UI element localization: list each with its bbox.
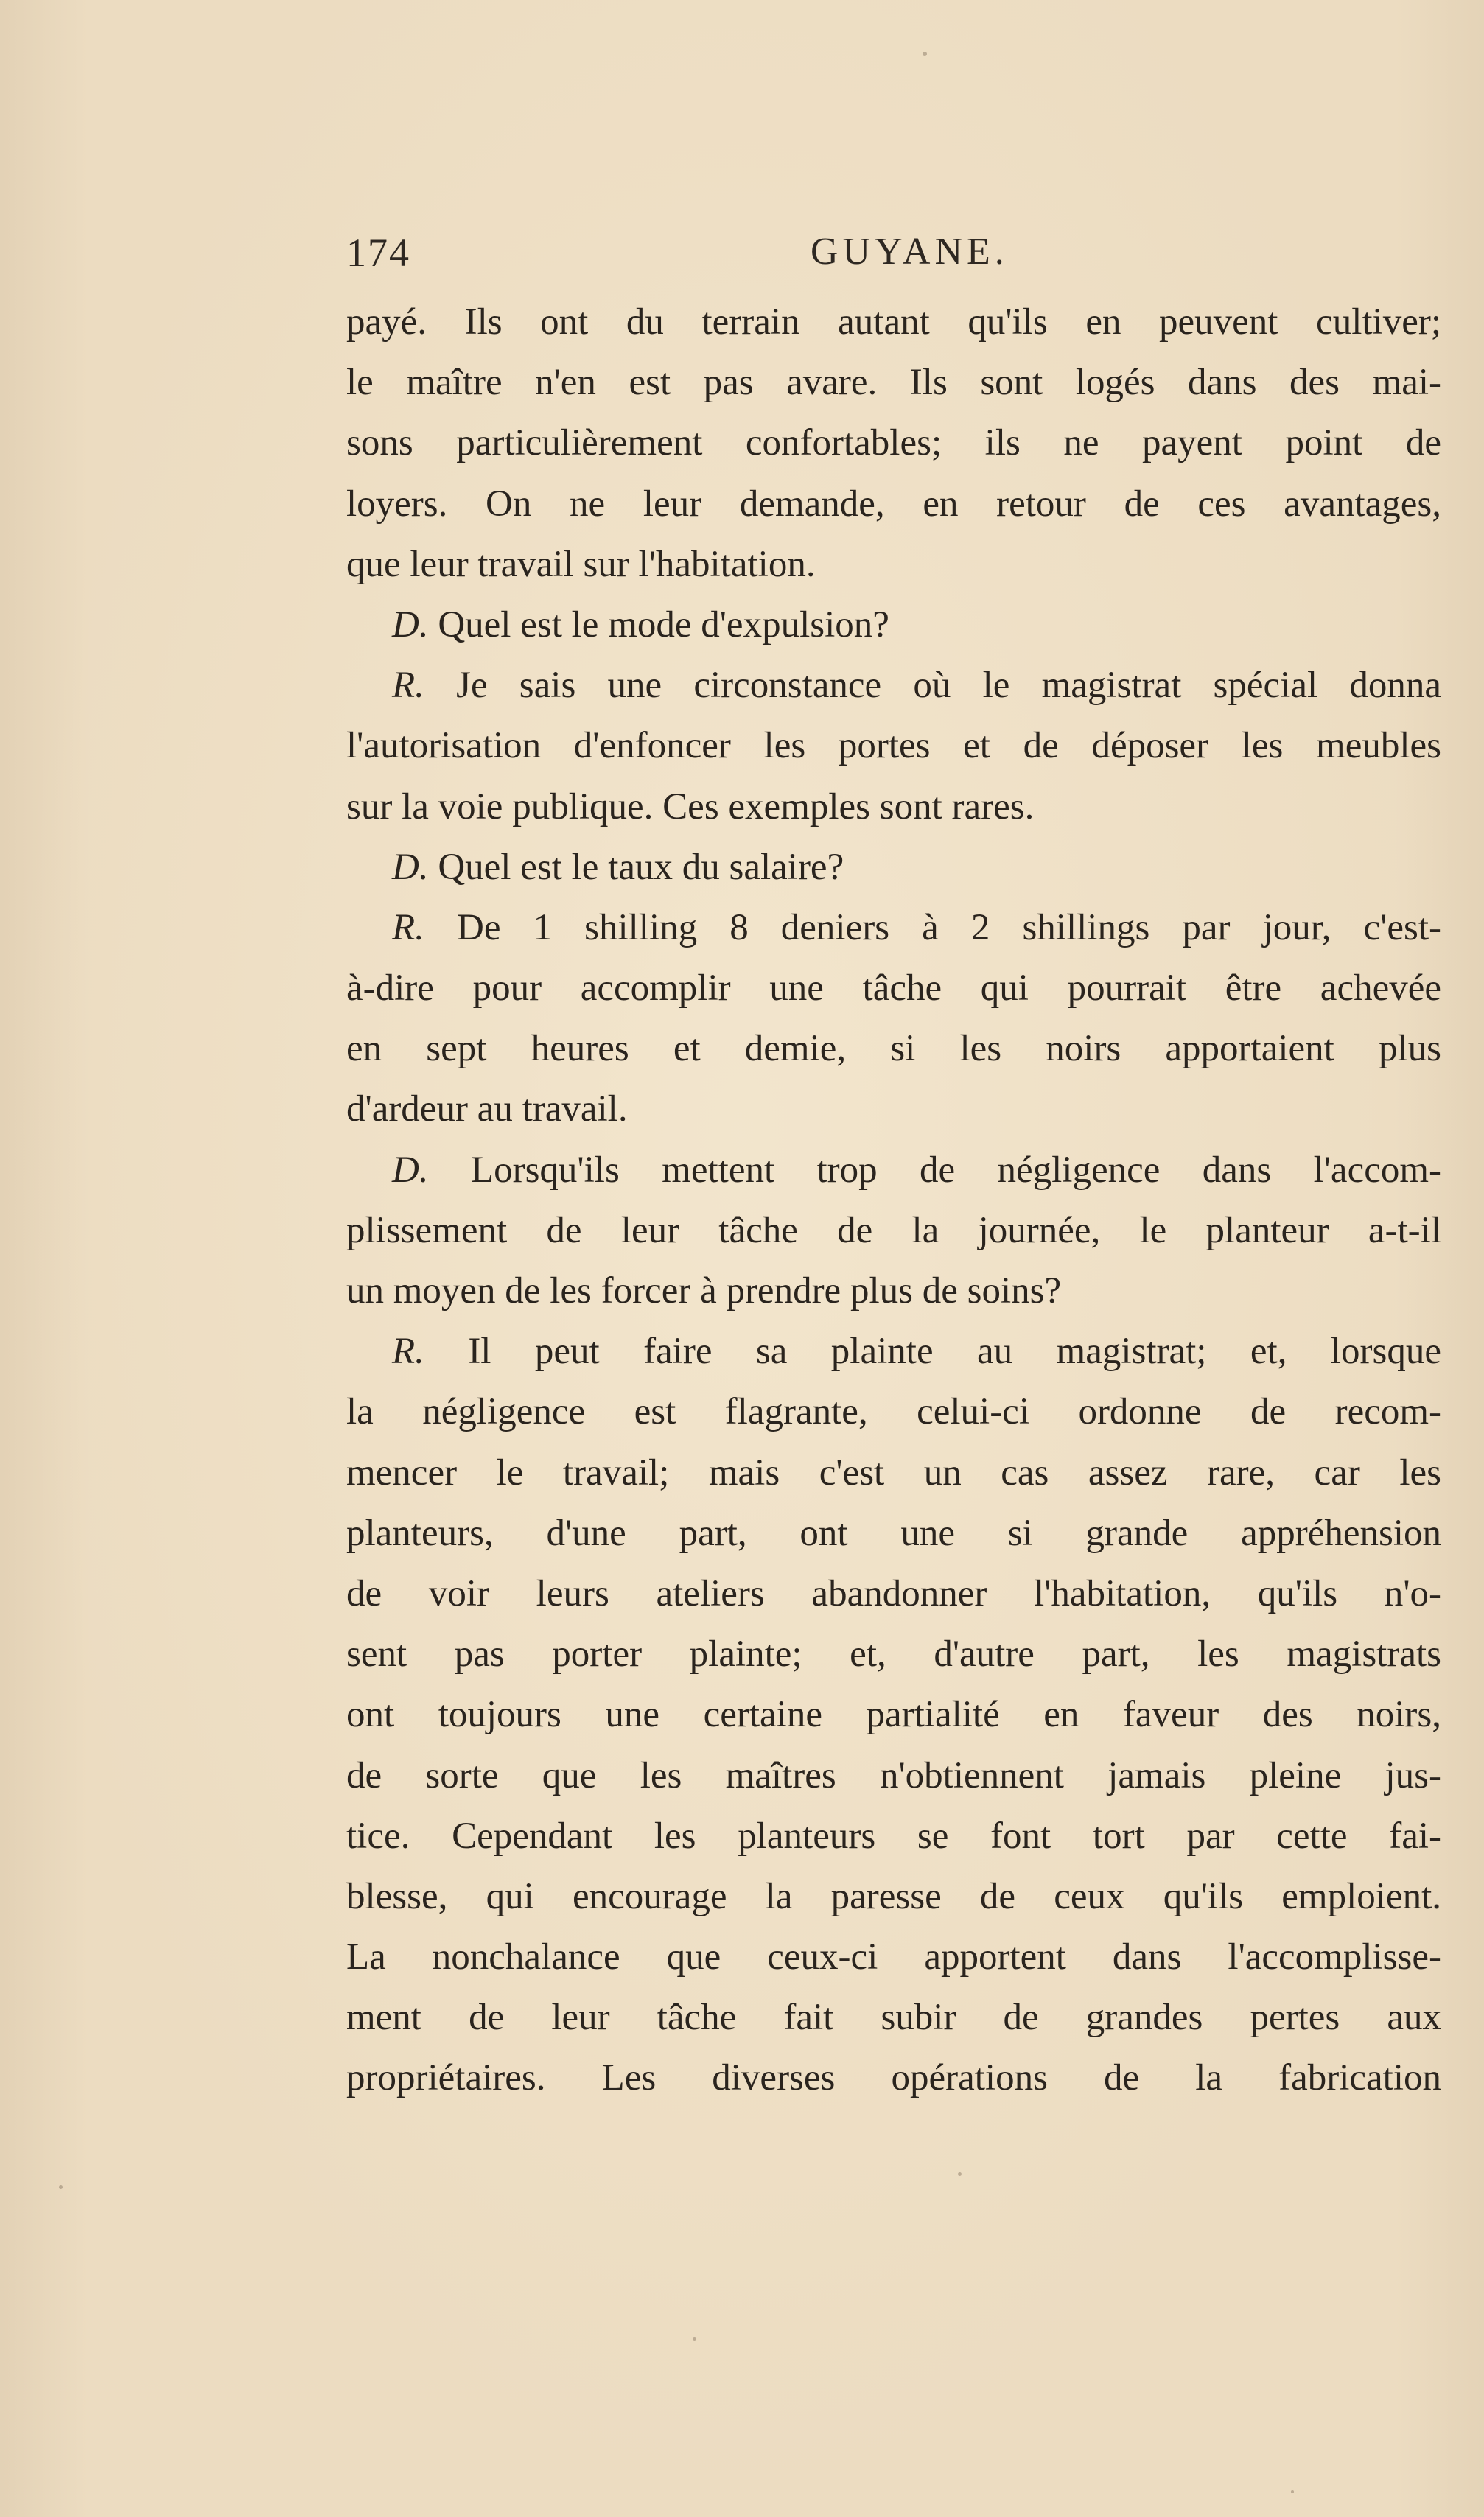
page-header (346, 230, 1444, 289)
text-line: à-dire pour accomplir une tâche qui pourrait être achevée (346, 967, 1441, 1009)
text-line: la négligence est flagrante, celui-ci ordonne de recom- (346, 1391, 1441, 1433)
page-number: 174 (346, 231, 410, 275)
text-line: propriétaires. Les diverses opérations de la fabrication (346, 2057, 1441, 2099)
text-line: de voir leurs ateliers abandonner l'habitation, qu'ils n'o- (346, 1572, 1441, 1614)
text-line: blesse, qui encourage la paresse de ceux qu'ils emploient. (346, 1875, 1441, 1917)
text-line: tice. Cependant les planteurs se font tort par cette fai- (346, 1815, 1441, 1857)
text-line: payé. Ils ont du terrain autant qu'ils en peuvent cultiver; (346, 301, 1441, 343)
text-line: l'autorisation d'enfoncer les portes et de déposer les meubles (346, 725, 1441, 767)
text-line: sent pas porter plainte; et, d'autre part, les magistrats (346, 1634, 1441, 1676)
speaker-marker: R. (392, 906, 424, 948)
speaker-marker: D. (392, 846, 429, 888)
text-line: sur la voie publique. Ces exemples sont rares. (346, 785, 1035, 827)
text-line: plissement de leur tâche de la journée, le planteur a-t-il (346, 1209, 1441, 1251)
speaker-marker: R. (392, 1331, 424, 1373)
paper-speck (59, 2185, 63, 2189)
text-line: loyers. On ne leur demande, en retour de ces avantages, (346, 483, 1441, 525)
paper-speck (958, 2172, 962, 2176)
text-line: en sept heures et demie, si les noirs apportaient plus (346, 1028, 1441, 1070)
text-line: ont toujours une certaine partialité en faveur des noirs, (346, 1694, 1441, 1736)
text-line: le maître n'en est pas avare. Ils sont logés dans des mai- (346, 362, 1441, 404)
text-line: La nonchalance que ceux-ci apportent dans l'accomplisse- (346, 1936, 1441, 1978)
paper-speck (1291, 2490, 1294, 2493)
text-line: mencer le travail; mais c'est un cas assez rare, car les (346, 1452, 1441, 1494)
text-line: d'ardeur au travail. (346, 1088, 628, 1130)
text-line: sons particulièrement confortables; ils ne payent point de (346, 422, 1441, 464)
speaker-marker: R. (392, 665, 424, 707)
question-line: D. Quel est le taux du salaire? (392, 846, 844, 888)
speaker-marker: D. (392, 1149, 429, 1191)
text-line: ment de leur tâche fait subir de grandes pertes aux (346, 1997, 1441, 2039)
question-line: D. Lorsqu'ils mettent trop de négligence dans l'accom- (392, 1149, 1441, 1191)
text-line: un moyen de les forcer à prendre plus de soins? (346, 1270, 1062, 1312)
answer-line: R. Je sais une circonstance où le magistrat spécial donna (392, 665, 1441, 707)
paper-speck (923, 52, 927, 56)
text-line: de sorte que les maîtres n'obtiennent jamais pleine jus- (346, 1754, 1441, 1796)
answer-line: R. Il peut faire sa plainte au magistrat; et, lorsque (392, 1331, 1441, 1373)
paper-speck (693, 2337, 696, 2341)
running-title: GUYANE. (811, 231, 1009, 273)
question-line: D. Quel est le mode d'expulsion? (392, 603, 889, 645)
text-line: planteurs, d'une part, ont une si grande appréhension (346, 1512, 1441, 1554)
answer-line: R. De 1 shilling 8 deniers à 2 shillings par jour, c'est- (392, 906, 1441, 948)
body-text (346, 292, 1441, 2109)
text-line: que leur travail sur l'habitation. (346, 543, 816, 585)
speaker-marker: D. (392, 603, 429, 645)
